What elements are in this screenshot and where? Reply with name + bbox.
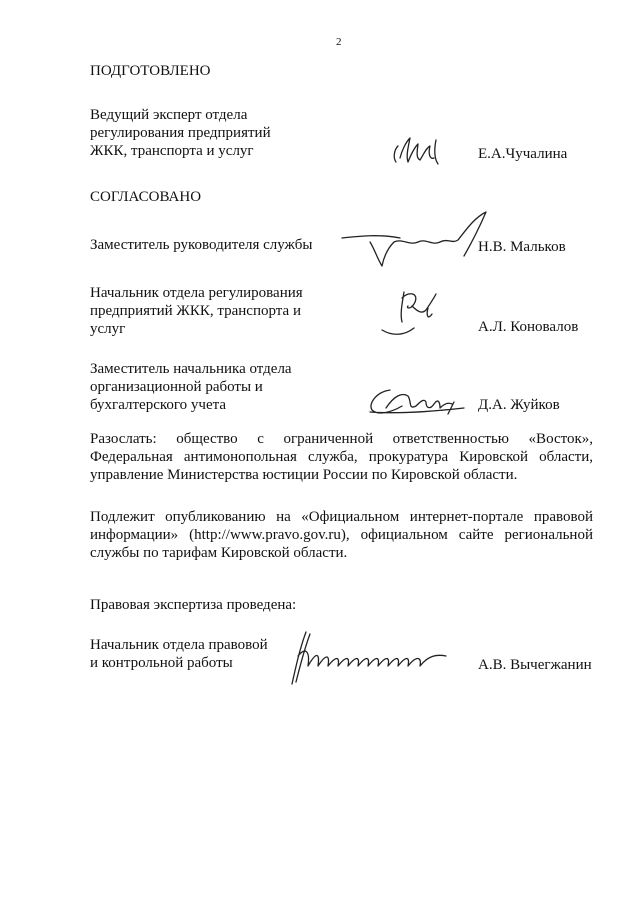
position-line: регулирования предприятий <box>90 125 271 141</box>
position-line: Заместитель руководителя службы <box>90 237 313 253</box>
signer-name: Е.А.Чучалина <box>478 146 568 162</box>
agreed-heading: СОГЛАСОВАНО <box>90 189 202 205</box>
signer-name: А.В. Вычегжанин <box>478 657 592 673</box>
position-line: услуг <box>90 321 126 337</box>
position-line: и контрольной работы <box>90 655 233 671</box>
position-line: Ведущий эксперт отдела <box>90 107 248 123</box>
signature-chuchalina <box>390 128 460 170</box>
signer-name: А.Л. Коновалов <box>478 319 579 335</box>
publication-paragraph: Подлежит опубликованию на «Официальном интернет-портале правовой информации» (http://www.pravo.gov.ru), официальном сайте региональной службы по тарифам Кировской области. <box>90 509 593 561</box>
position-line: организационной работы и <box>90 379 263 395</box>
distribution-paragraph: Разослать: общество с ограниченной ответственностью «Восток», Федеральная антимонопольная служба, прокуратура Кировской области, управление Министерства юстиции России по Кировской области. <box>90 431 593 483</box>
signer-name: Н.В. Мальков <box>478 239 566 255</box>
position-line: предприятий ЖКК, транспорта и <box>90 303 301 319</box>
page-number: 2 <box>336 36 342 48</box>
position-line: Заместитель начальника отдела <box>90 361 292 377</box>
position-line: Начальник отдела регулирования <box>90 285 303 301</box>
signature-vychegzhanin <box>286 626 466 688</box>
signature-malkov <box>340 208 490 270</box>
signature-zhuikov <box>368 384 468 420</box>
legal-review-heading: Правовая экспертиза проведена: <box>90 597 297 613</box>
position-line: Начальник отдела правовой <box>90 637 268 653</box>
signer-name: Д.А. Жуйков <box>478 397 560 413</box>
position-line: бухгалтерского учета <box>90 397 227 413</box>
prepared-heading: ПОДГОТОВЛЕНО <box>90 63 211 79</box>
signature-konovalov <box>378 284 458 344</box>
position-line: ЖКК, транспорта и услуг <box>90 143 254 159</box>
